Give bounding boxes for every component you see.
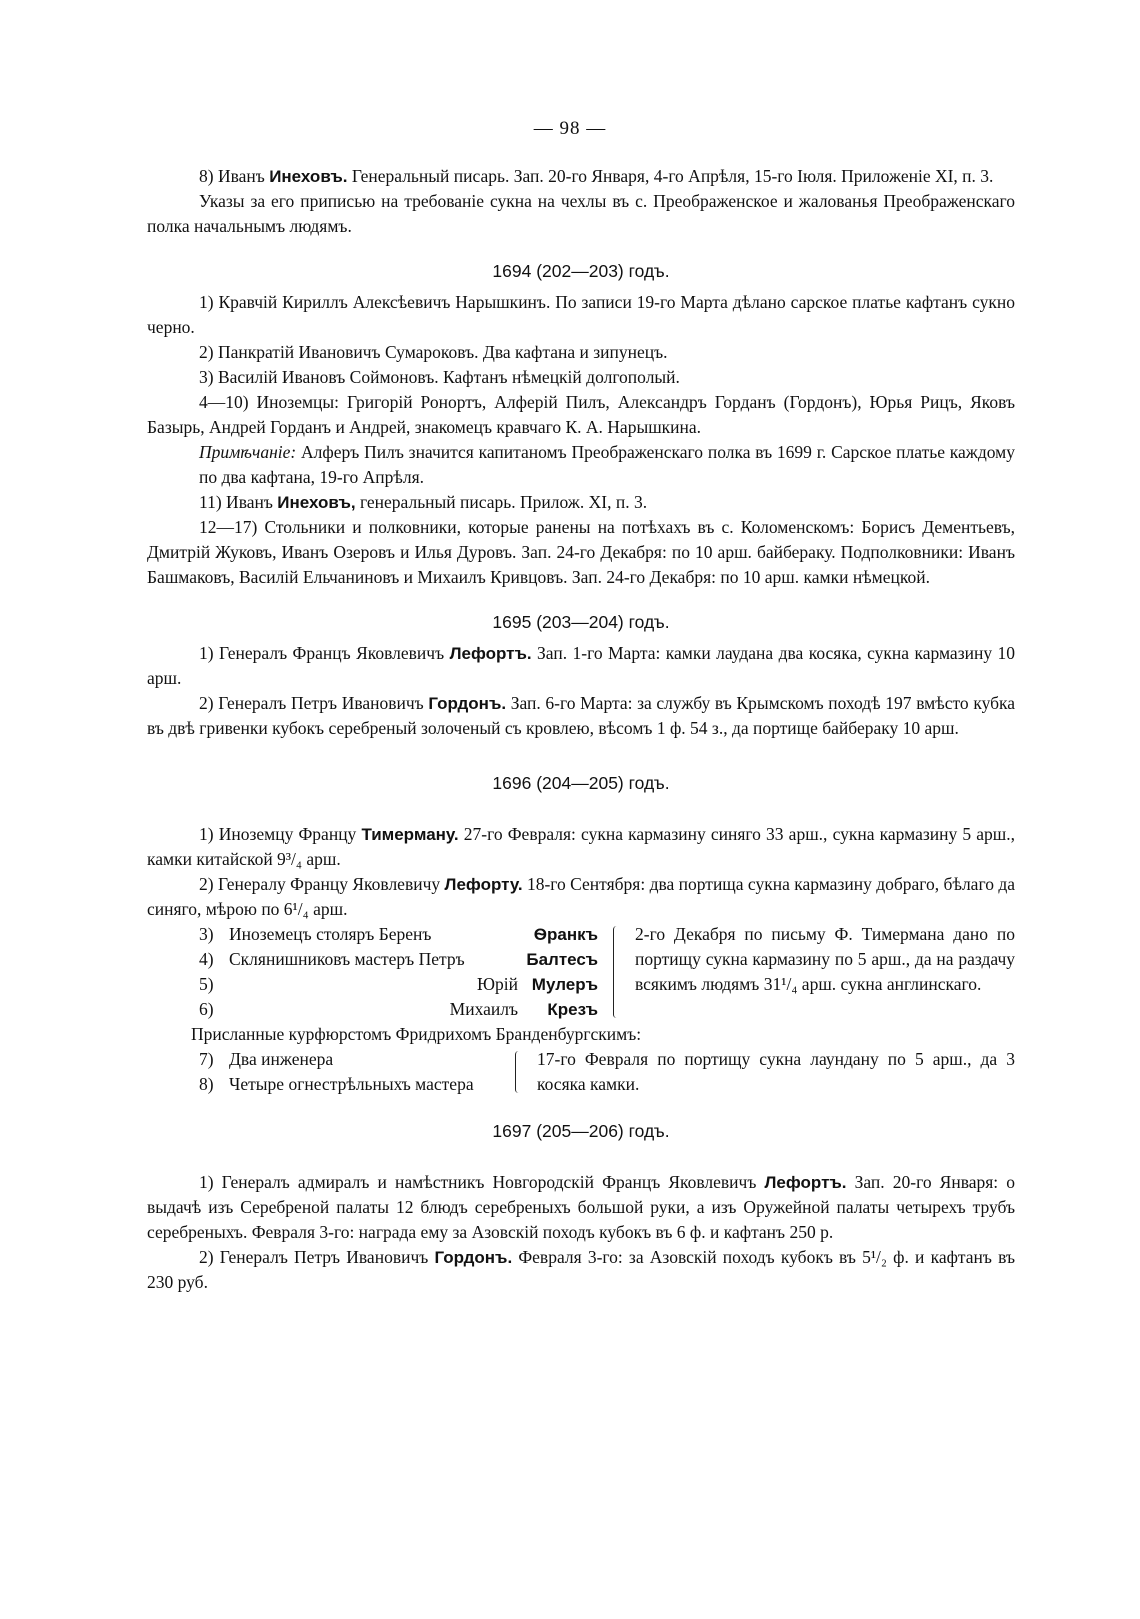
item-name: Крезъ xyxy=(547,1000,598,1019)
entry-prefix: 11) Иванъ xyxy=(199,492,273,512)
entry-prefix: 1) Генералъ Францъ Яковлевичъ xyxy=(199,643,445,663)
entry-text: 27-го Февраля: сукна кармазину синяго 33 арш., сукна кармазину 5 арш., камки китайской 9³/₄ арш. xyxy=(147,824,1016,869)
group-grant-text: 17-го Февраля по портищу сукна лаундану по 5 арш., да 3 косяка камки. xyxy=(537,1049,1015,1094)
item-number: 6) xyxy=(199,999,214,1019)
entry-text: генеральный писарь. Прилож. XI, п. 3. xyxy=(359,492,648,512)
note-1694 xyxy=(147,440,1015,490)
note-label: Примѣчаніе: xyxy=(199,442,297,462)
ukazy-paragraph: Указы за его приписью на требованіе сукна на чехлы въ с. Преображенское и жалованья Преображенскаго полка начальнымъ людямъ. xyxy=(147,191,1015,236)
group-1696-7-8 xyxy=(147,1047,1015,1097)
note-text: Алферъ Пилъ значится капитаномъ Преображенскаго полка въ 1699 г. Сарское платье каждому по два кафтана, 19-го Апрѣля. xyxy=(199,442,1015,487)
entry-text: Зап. 1-го Марта: камки лаудана два косяка, сукна кармазину 10 арш. xyxy=(147,643,1016,688)
item-name: Балтесъ xyxy=(526,950,598,969)
entry-1694-11 xyxy=(147,490,1015,515)
entry-1695-2 xyxy=(147,691,1015,741)
item-name: Ѳранкъ xyxy=(533,925,598,944)
heading-1696: 1696 (204—205) годъ. xyxy=(492,773,670,793)
item-text: Четыре огнестрѣльныхъ мастера xyxy=(229,1074,474,1094)
item-text: Юрій xyxy=(477,974,518,994)
item-text: Иноземецъ столяръ Беренъ xyxy=(229,924,432,944)
item-text: Михаилъ xyxy=(449,999,518,1019)
entry-text: Февраля 3-го: за Азовскій походъ кубокъ въ 5¹/₂ ф. и кафтанъ въ 230 руб. xyxy=(147,1247,1016,1292)
entry-prefix: 2) Генералъ Петръ Ивановичъ xyxy=(199,1247,429,1267)
group-1696-3-6 xyxy=(147,922,1015,1022)
item-text: Склянишниковъ мастеръ Петръ xyxy=(229,949,465,969)
entry-name: Лефортъ. xyxy=(449,644,532,663)
item-number: 3) xyxy=(199,924,214,944)
entry-name: Инеховъ, xyxy=(277,493,356,512)
list-item xyxy=(147,997,1015,1022)
page-content xyxy=(147,164,1015,1295)
brace-mark xyxy=(613,926,620,1018)
item-number: 7) xyxy=(199,1049,214,1069)
entry-text: 18-го Сентября: два портища сукна кармазину добраго, бѣлаго да синяго, мѣрою по 6¹/₄ арш. xyxy=(147,874,1015,919)
entry-1695-1 xyxy=(147,641,1015,691)
entry-text: Генеральный писарь. Зап. 20-го Января, 4-го Апрѣля, 15-го Іюля. Приложеніе XI, п. 3. xyxy=(351,166,994,186)
entry-name: Гордонъ. xyxy=(428,694,507,713)
entry-prefix: 1) Генералъ адмиралъ и намѣстникъ Новгородскій Францъ Яковлевичъ xyxy=(199,1172,757,1192)
heading-1695: 1695 (203—204) годъ. xyxy=(492,612,670,632)
item-number: 8) xyxy=(199,1074,214,1094)
entry-name: Гордонъ. xyxy=(434,1248,513,1267)
sent-by-line: Присланные курфюрстомъ Фридрихомъ Бранденбургскимъ: xyxy=(191,1024,642,1044)
entry-prefix: 2) Генералу Францу Яковлевичу xyxy=(199,874,441,894)
entry-text: Зап. 20-го Января: о выдачѣ изъ Серебреной палаты 12 блюдъ серебреныхъ большой руки, а изъ Оружейной палаты четырехъ трубъ серебреныхъ. Февраля 3-го: награда ему за Азовскій походъ кубокъ въ 6 ф. и кафтанъ 250 р. xyxy=(147,1172,1015,1242)
entry-1694-2: 2) Панкратій Ивановичъ Сумароковъ. Два кафтана и зипунецъ. xyxy=(199,342,668,362)
entry-prefix: 1) Иноземцу Францу xyxy=(199,824,357,844)
entry-prefix: 2) Генералъ Петръ Ивановичъ xyxy=(199,693,424,713)
entry-text: Зап. 6-го Марта: за службу въ Крымскомъ походѣ 197 вмѣсто кубка въ двѣ гривенки кубокъ серебреный золоченый съ кровлею, вѣсомъ 1 ф. 54 з., да портище байбераку 10 арш. xyxy=(147,693,1015,738)
heading-1694: 1694 (202—203) годъ. xyxy=(492,261,670,281)
entry-name: Лефортъ. xyxy=(764,1173,847,1192)
item-name: Мулеръ xyxy=(531,975,598,994)
item-text: Два инженера xyxy=(229,1049,334,1069)
entry-name: Лефорту. xyxy=(444,875,523,894)
entry-1697-1 xyxy=(147,1170,1015,1245)
brace-mark xyxy=(515,1051,522,1093)
entry-1694-1: 1) Кравчій Кириллъ Алексѣевичъ Нарышкинъ. По записи 19-го Марта дѣлано сарское платье кафтанъ сукно черно. xyxy=(147,292,1015,337)
entry-name: Тимерману. xyxy=(361,825,459,844)
entry-1696-2 xyxy=(147,872,1015,922)
page-number: — 98 — xyxy=(533,118,607,139)
entry-prefix: 8) Иванъ xyxy=(199,166,265,186)
entry-1694-3: 3) Василій Ивановъ Соймоновъ. Кафтанъ нѣмецкій долгополый. xyxy=(199,367,680,387)
entry-name: Инеховъ. xyxy=(269,167,348,186)
heading-1697: 1697 (205—206) годъ. xyxy=(492,1121,670,1141)
entry-1694-12-17: 12—17) Стольники и полковники, которые ранены на потѣхахъ въ с. Коломенскомъ: Борисъ Дементьевъ, Дмитрій Жуковъ, Иванъ Озеровъ и Илья Дуровъ. Зап. 24-го Декабря: по 10 арш. байбераку. Подполковники: Иванъ Башмаковъ, Василій Ельчаниновъ и Михаилъ Кривцовъ. Зап. 24-го Декабря: по 10 арш. камки нѣмецкой. xyxy=(147,517,1015,587)
entry-8-inekhov xyxy=(147,164,1015,189)
entry-1697-2 xyxy=(147,1245,1015,1295)
item-number: 5) xyxy=(199,974,214,994)
entry-1696-1 xyxy=(147,822,1015,872)
entry-1694-4-10: 4—10) Иноземцы: Григорій Ронортъ, Алферій Пилъ, Александръ Горданъ (Гордонъ), Юрья Рицъ, Яковъ Базырь, Андрей Горданъ и Андрей, знакомецъ кравчаго К. А. Нарышкина. xyxy=(147,392,1015,437)
item-number: 4) xyxy=(199,949,214,969)
group-grant-text: 2-го Декабря по письму Ф. Тимермана дано по портищу сукна кармазину по 5 арш., да на раздачу всякимъ людямъ 31¹/₄ арш. сукна англинскаго. xyxy=(635,924,1015,994)
